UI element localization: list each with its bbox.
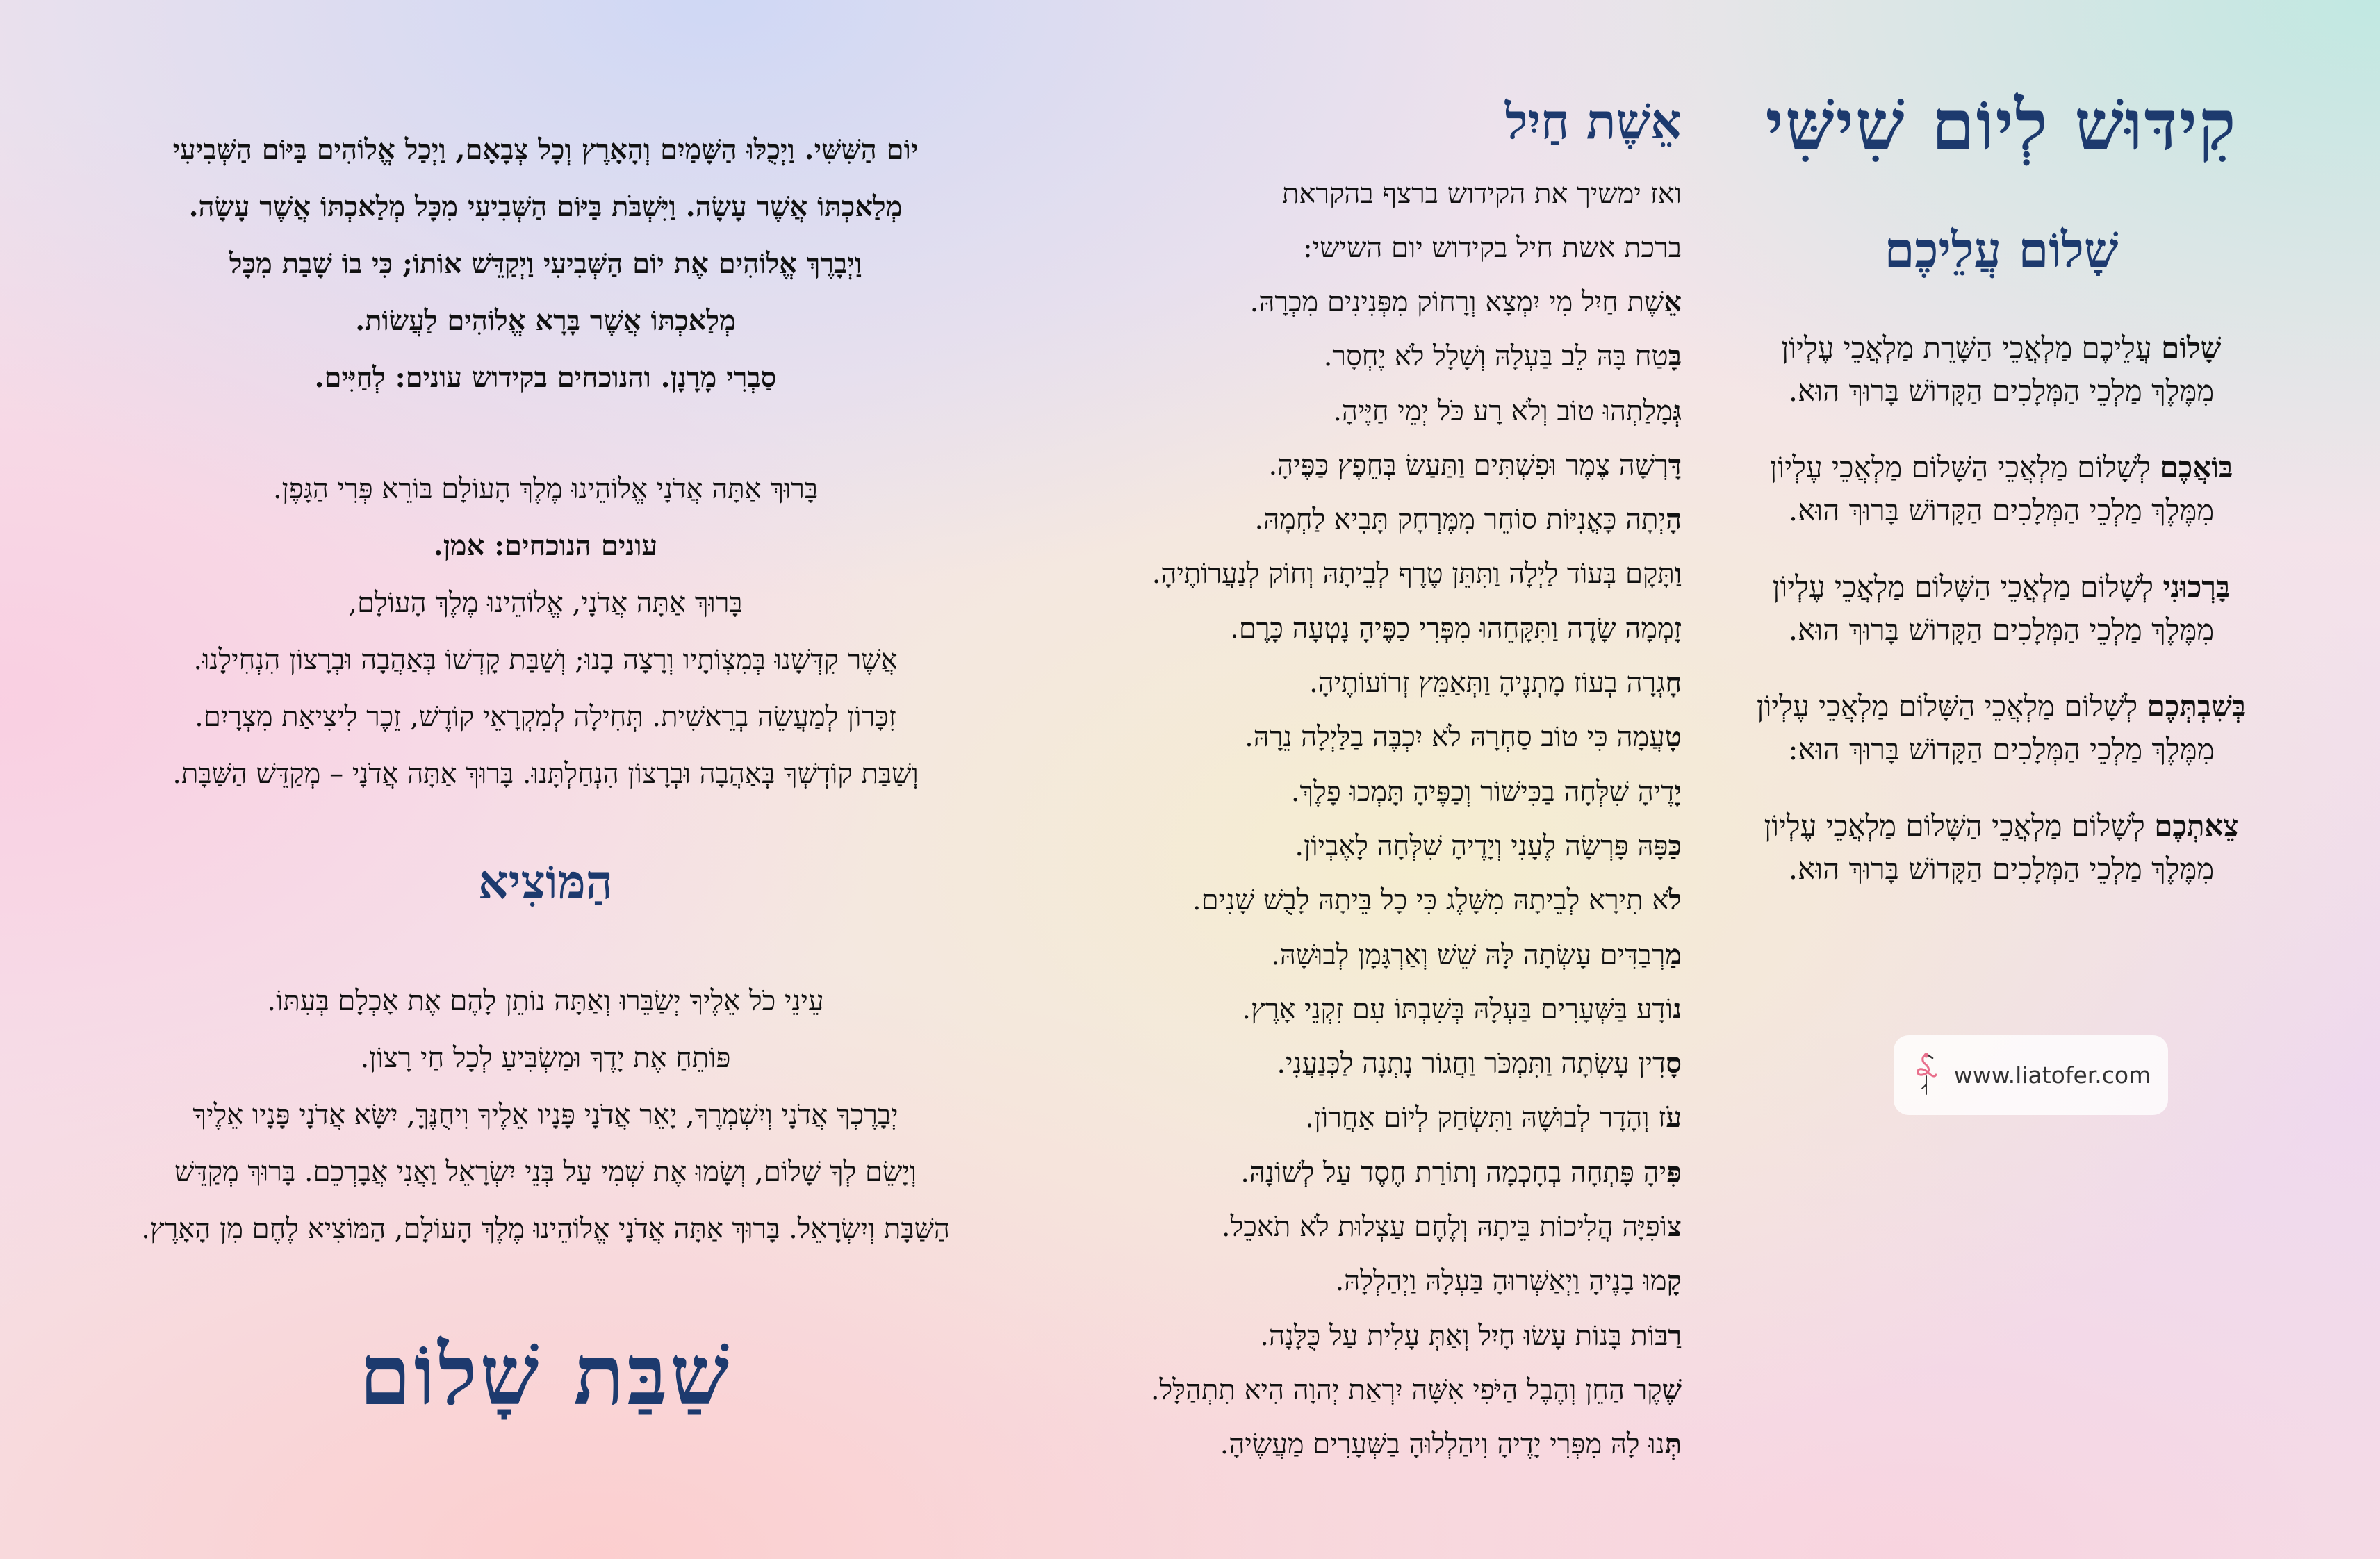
stanza-line: מִמֶּלֶךְ מַלְכֵי הַמְּלָכִים הַקָּדוֹשׁ בָּרוּךְ הוּא. <box>1788 374 2215 408</box>
verse-first-letter: דָּ <box>1668 448 1682 481</box>
stanza-line: לְשָׁלוֹם מַלְאֲכֵי הַשָּׁלוֹם מַלְאֲכֵי עֶלְיוֹן <box>1764 809 2155 843</box>
verse-text: מָלַתְהוּ טוֹב וְלֹא רָע כֹּל יְמֵי חַיֶּיהָ. <box>1333 395 1673 427</box>
verse <box>1056 1417 1682 1471</box>
verse-text: קֶר הַחֵן וְהֶבֶל הַיֹּפִי אִשָּׁה יִרְאַת יְהוָה הִיא תִתְהַלָּל. <box>1150 1374 1662 1406</box>
verse-first-letter: חָ <box>1665 666 1682 700</box>
stanza-keyword: צֵאתְכֶם <box>2154 809 2239 843</box>
verse-first-letter: שֶׁ <box>1661 1373 1682 1406</box>
verse-text: פָּהּ פָּרְשָׂה לֶעָנִי וְיָדֶיהָ שִׁלְּחָה לָאֶבְיוֹן. <box>1295 830 1668 862</box>
verse <box>1056 547 1682 601</box>
verse <box>1056 1363 1682 1417</box>
verse <box>1056 275 1682 329</box>
intro-line: ואז ימשיך את הקידוש ברצף בהקראת <box>1281 178 1682 210</box>
verse <box>1056 710 1682 764</box>
passage-line: יוֹם הַשִּׁשִּׁי. וַיְכֻלּוּ הַשָּׁמַיִם וְהָאָרֶץ וְכָל צְבָאָם, וַיְכַל אֱלוֹהִים בַּיּוֹם הַשְּׁבִיעִי <box>172 133 919 166</box>
verse <box>1056 1146 1682 1200</box>
verse-text: גְרָה בְעוֹז מָתְנֶיהָ וַתְּאַמֵּץ זְרוֹעוֹתֶיהָ. <box>1309 667 1666 700</box>
verse <box>1056 602 1682 656</box>
shalom-aleichem-stanzas <box>1751 327 2251 891</box>
hamotzi-heading: הַמּוֹצִיא <box>478 855 613 910</box>
verse-text: נוּ לָהּ מִפְּרִי יָדֶיהָ וִיהַלְלוּהָ בַשְּׁעָרִים מַעֲשֶׂיהָ. <box>1220 1428 1665 1461</box>
verse-first-letter: צ <box>1667 1210 1682 1244</box>
verse-text: טַח בָּהּ לֵב בַּעְלָהּ וְשָׁלָל לֹא יֶחְסָר. <box>1323 340 1668 373</box>
verse-text: מוּ בָנֶיהָ וַיְאַשְּׁרוּהָ בַּעְלָהּ וַיְהַלְלָהּ. <box>1335 1265 1667 1298</box>
kiddush-column <box>83 122 1008 1431</box>
flamingo-icon <box>1911 1050 1942 1101</box>
stanza-keyword: שָׁלוֹם <box>2161 331 2222 365</box>
verse-first-letter: טָ <box>1664 720 1682 754</box>
verse-first-letter: רַ <box>1668 1319 1682 1352</box>
stanza-line: מִמֶּלֶךְ מַלְכֵי הַמְּלָכִים הַקָּדוֹשׁ בָּרוּךְ הוּא: <box>1788 732 2215 766</box>
stanza-line: מִמֶּלֶךְ מַלְכֵי הַמְּלָכִים הַקָּדוֹשׁ בָּרוּךְ הוּא. <box>1788 493 2215 527</box>
verse-text: וֹפִיָּה הֲלִיכוֹת בֵּיתָהּ וְלֶחֶם עַצְלוּת לֹא תֹאכֵל. <box>1221 1211 1668 1244</box>
verse-first-letter: מַ <box>1665 938 1682 971</box>
verse-text: ז וְהָדָר לְבוּשָׁהּ וַתִּשְׂחַק לְיוֹם אַחֲרוֹן. <box>1305 1102 1666 1135</box>
verse-text: בּוֹת בָּנוֹת עָשׂוּ חָיִל וְאַתְּ עָלִית עַל כֻּלָּנָה. <box>1260 1319 1668 1352</box>
passage-line: מְלַאכְתּוֹ אֲשֶׁר עָשָׂה. וַיִּשְׁבֹּת בַּיּוֹם הַשְּׁבִיעִי מִכָּל מְלַאכְתּוֹ אֲשֶׁר עָשָׂה. <box>188 190 903 223</box>
eshet-chayil-heading: אֵשֶׁת חַיִל <box>1504 92 1682 150</box>
verse <box>1056 1091 1682 1145</box>
passage-line: וַיְבָרֶךְ אֱלוֹהִים אֶת יוֹם הַשְּׁבִיעִי וַיְקַדֵּשׁ אוֹתוֹ; כִּי בוֹ שָׁבַת מִכָּל <box>229 247 862 280</box>
hamotzi-blessing <box>83 973 1008 1257</box>
passage-line: עֵינֵי כֹל אֵלֶיךָ יְשַׂבֵּרוּ וְאַתָּה נוֹתֵן לָהֶם אֶת אָכְלָם בְּעִתּוֹ. <box>267 985 824 1017</box>
passage-line: הַשַּׁבָּת וְיִשְׂרָאֵל. בָּרוּךְ אַתָּה אֲדֹנָי אֱלוֹהֵינוּ מֶלֶךְ הָעוֹלָם, הַמּוֹצִיא לֶחֶם מִן הָאָרֶץ. <box>141 1213 950 1245</box>
verse-text: א תִירָא לְבֵיתָהּ מִשָּׁלֶג כִּי כָל בֵּיתָהּ לָבֻשׁ שָׁנִים. <box>1192 884 1669 917</box>
website-badge[interactable] <box>1894 1035 2168 1115</box>
verse <box>1056 438 1682 493</box>
stanza <box>1751 446 2251 532</box>
verse-first-letter: בָּ <box>1668 340 1682 373</box>
passage-line: וְיָשֵׂם לְךָ שָׁלוֹם, וְשָׂמוּ אֶת שְׁמִי עַל בְּנֵי יִשְׂרָאֵל וַאֲנִי אֲבָרְכֵם. בָּרוּךְ מְקַדֵּשׁ <box>174 1156 917 1188</box>
stanza-keyword: בְּשִׁבְתְּכֶם <box>2147 689 2247 723</box>
shabbat-shalom-closing: שַׁבַּת שָׁלוֹם <box>359 1326 732 1424</box>
verse-first-letter: אֵ <box>1664 286 1682 318</box>
kiddush-blessing <box>83 461 1008 802</box>
page-title: קִידּוּשׁ לְיוֹם שִׁישִּׁי <box>1765 84 2238 166</box>
passage-line: סַבְרִי מָרָנָן. והנוכחים בקידוש עונים: לְחַיִּים. <box>314 361 777 394</box>
verse <box>1056 873 1682 927</box>
stanza-line: עֲלֵיכֶם מַלְאֲכֵי הַשָּׁרֵת מַלְאֲכֵי עֶלְיוֹן <box>1781 331 2162 365</box>
shalom-aleichem-column <box>1751 76 2251 924</box>
passage-line: בָּרוּךְ אַתָּה אֲדֹנָי, אֱלוֹהֵינוּ מֶלֶךְ הָעוֹלָם, <box>348 587 743 619</box>
verse <box>1056 1309 1682 1363</box>
stanza-keyword: בָּרְכוּנִי <box>2162 570 2231 604</box>
verse-first-letter: זָ <box>1673 611 1682 645</box>
verse <box>1056 1037 1682 1091</box>
verse-text: דֶיהָ שִׁלְּחָה בַכִּישׁוֹר וְכַפֶּיהָ תָּמְכוּ פָלֶךְ. <box>1290 775 1675 808</box>
stanza-line: מִמֶּלֶךְ מַלְכֵי הַמְּלָכִים הַקָּדוֹשׁ בָּרוּךְ הוּא. <box>1788 613 2215 647</box>
eshet-chayil-column <box>1056 90 1682 1472</box>
verse <box>1056 493 1682 547</box>
eshet-chayil-verses <box>1056 275 1682 1472</box>
verse-first-letter: נ <box>1672 992 1682 1025</box>
intro-line: ברכת אשת חיל בקידוש יום השישי: <box>1303 232 1682 264</box>
verse-text: שֶׁת חַיִל מִי יִמְצָא וְרָחוֹק מִפְּנִינִים מִכְרָהּ. <box>1249 286 1664 318</box>
stanza-keyword: בּוֹאֲכֶם <box>2160 450 2233 484</box>
verse-first-letter: כַּ <box>1668 829 1682 862</box>
verse-text: מְמָה שָׂדֶה וַתִּקָּחֵהוּ מִפְּרִי כַפֶּיהָ נָטְעָה כָּרֶם. <box>1230 612 1674 645</box>
verse-text: יהָ פָּתְחָה בְחָכְמָה וְתוֹרַת חֶסֶד עַל לְשׁוֹנָהּ. <box>1240 1156 1667 1189</box>
verse <box>1056 928 1682 982</box>
passage-line: זִכָּרוֹן לְמַעֲשֵׂה בְרֵאשִׁית. תְּחִילָה לְמִקְרָאֵי קוֹדֶשׁ, זֵכֶר לִיצִיאַת מִצְרָיִם. <box>195 701 896 733</box>
congregation-response: עונים הנוכחים: אמן. <box>433 529 658 562</box>
verse-first-letter: סָ <box>1666 1047 1682 1080</box>
shalom-aleichem-heading: שָׁלוֹם עֲלֵיכֶם <box>1884 221 2119 279</box>
passage-line: אֲשֶׁר קִדְּשָׁנוּ בְּמִצְוֹתָיו וְרָצָה בָנוּ; וְשַׁבַּת קָדְשׁוֹ בְּאַהֲבָה וּבְרָצוֹן הִנְחִילָנוּ. <box>193 644 898 676</box>
stanza-line: לְשָׁלוֹם מַלְאֲכֵי הַשָּׁלוֹם מַלְאֲכֵי עֶלְיוֹן <box>1769 450 2160 484</box>
passage-line: מְלַאכְתּוֹ אֲשֶׁר בָּרָא אֱלוֹהִים לַעֲשׂוֹת. <box>355 304 736 337</box>
verse <box>1056 1200 1682 1254</box>
stanza <box>1751 327 2251 413</box>
verse <box>1056 765 1682 819</box>
verse-first-letter: יָ <box>1674 775 1682 808</box>
stanza-line: לְשָׁלוֹם מַלְאֲכֵי הַשָּׁלוֹם מַלְאֲכֵי עֶלְיוֹן <box>1772 570 2163 604</box>
verse-first-letter: גְּ <box>1672 394 1682 427</box>
stanza <box>1751 566 2251 652</box>
website-link[interactable]: www.liatofer.com <box>1953 1062 2151 1089</box>
verse <box>1056 819 1682 873</box>
verse-first-letter: תְּ <box>1664 1428 1682 1461</box>
passage-line: יְבָרֶכְךָ אֲדֹנָי וְיִשְׁמְרֶךָ, יָאֵר אֲדֹנָי פָּנָיו אֵלֶיךָ וִיחֻנֶּךָּ, יִשָּׂא אֲדֹנָי פָּנָיו אֵלֶיךָ <box>192 1099 898 1131</box>
verse <box>1056 1254 1682 1308</box>
verse-text: תָּקָם בְּעוֹד לַיְלָה וַתִּתֵּן טֶרֶף לְבֵיתָהּ וְחוֹק לְנַעֲרוֹתֶיהָ. <box>1151 558 1675 591</box>
eshet-chayil-intro <box>1056 167 1682 275</box>
passage-line: וְשַׁבַּת קוֹדְשְׁךָ בְּאַהֲבָה וּבְרָצוֹן הִנְחַלְתָּנוּ. בָּרוּךְ אַתָּה אֲדֹנָי – מְקַדֵּשׁ הַשַּׁבָּת. <box>172 758 919 790</box>
verse-text: עֲמָה כִּי טוֹב סַחְרָהּ לֹא יִכְבֶּה בַלַּיְלָה נֵרָהּ. <box>1245 721 1665 754</box>
verse-text: יְתָה כָּאֳנִיּוֹת סוֹחֵר מִמֶּרְחָק תָּבִיא לַחְמָהּ. <box>1254 504 1666 536</box>
verse <box>1056 329 1682 383</box>
verse-text: דִין עָשְׂתָה וַתִּמְכֹּר וַחֲגוֹר נָתְנָה לַכְּנַעֲנִי. <box>1277 1048 1666 1080</box>
stanza <box>1751 805 2251 891</box>
verse-first-letter: לֹ <box>1668 884 1682 917</box>
stanza-line: מִמֶּלֶךְ מַלְכֵי הַמְּלָכִים הַקָּדוֹשׁ בָּרוּךְ הוּא. <box>1788 852 2215 886</box>
verse-first-letter: פִּ <box>1666 1155 1682 1189</box>
passage-line: בָּרוּךְ אַתָּה אֲדֹנָי אֱלוֹהֵינוּ מֶלֶךְ הָעוֹלָם בּוֹרֵא פְּרִי הַגָּפֶן. <box>272 473 819 505</box>
verse-first-letter: קָ <box>1666 1264 1682 1298</box>
verse-text: רְשָׁה צֶמֶר וּפִשְׁתִּים וַתַּעַשׂ בְּחֵפֶץ כַּפֶּיהָ. <box>1268 449 1668 481</box>
verse-text: רְבַדִּים עָשְׂתָה לָּהּ שֵׁשׁ וְאַרְגָּמָן לְבוּשָׁהּ. <box>1271 939 1666 971</box>
verse-first-letter: עֹ <box>1666 1101 1682 1135</box>
verse <box>1056 656 1682 710</box>
verse <box>1056 982 1682 1037</box>
passage-line: פּוֹתֵחַ אֶת יָדֶךָ וּמַשְׂבִּיעַ לְכָל חַי רָצוֹן. <box>360 1042 731 1074</box>
stanza <box>1751 685 2251 771</box>
verse-text: וֹדָע בַּשְּׁעָרִים בַּעְלָהּ בְּשִׁבְתּוֹ עִם זִקְנֵי אָרֶץ. <box>1242 993 1673 1025</box>
verse-first-letter: וַ <box>1674 557 1682 591</box>
stanza-line: לְשָׁלוֹם מַלְאֲכֵי הַשָּׁלוֹם מַלְאֲכֵי עֶלְיוֹן <box>1756 689 2147 723</box>
verse-first-letter: הָ <box>1665 503 1682 536</box>
vayechulu-passage <box>83 122 1008 406</box>
verse <box>1056 384 1682 438</box>
